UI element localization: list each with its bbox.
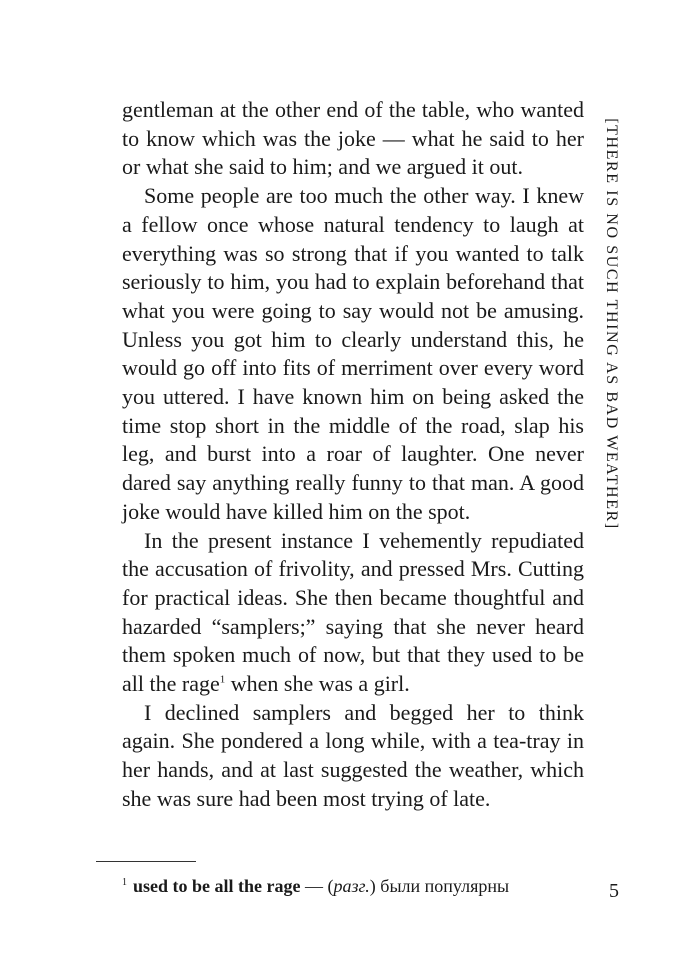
- text-line: everything was so strong that if you wanted to talk: [122, 240, 584, 266]
- running-head: [597, 98, 625, 550]
- paragraph-4: [122, 699, 584, 814]
- paragraph-1: [122, 96, 584, 182]
- text-fragment: all the rage: [122, 671, 220, 697]
- text-line: leg, and burst into a roar of laughter. One never: [122, 441, 584, 467]
- text-line: Unless you got him to clearly understand this, he: [122, 326, 584, 352]
- footnote-term: used to be all the rage: [133, 876, 301, 896]
- text-line: them spoken much of now, but that they used to be: [122, 642, 584, 668]
- text-line: I declined samplers and begged her to think: [144, 699, 584, 725]
- text-line: dared say anything really funny to that man. A good: [122, 470, 584, 496]
- footnote-divider: [96, 861, 196, 862]
- text-line: for practical ideas. She then became thoughtful and: [122, 584, 584, 610]
- text-line: time stop short in the middle of the road, slap his: [122, 412, 584, 438]
- text-line: or what she said to him; and we argued it out.: [122, 154, 524, 180]
- text-line: her hands, and at last suggested the weather, which: [122, 757, 584, 783]
- text-line: she was sure had been most trying of late.: [122, 785, 491, 811]
- text-line: again. She pondered a long while, with a tea-tray in: [122, 728, 584, 754]
- footnote: [122, 876, 592, 897]
- text-fragment: when she was a girl.: [225, 671, 410, 697]
- page-number: 5: [609, 880, 619, 902]
- text-line: hazarded “samplers;” saying that she never heard: [122, 613, 584, 639]
- body-text: [122, 96, 584, 814]
- text-line: In the present instance I vehemently repudiated: [144, 527, 584, 553]
- paragraph-2: [122, 182, 584, 526]
- text-line: would go off into fits of merriment over every word: [122, 355, 584, 381]
- text-line: the accusation of frivolity, and pressed Mrs. Cutting: [122, 556, 584, 582]
- running-head-text: [THERE IS NO SUCH THING AS BAD WEATHER]: [603, 118, 620, 530]
- text-line: seriously to him, you had to explain beforehand that: [122, 269, 584, 295]
- text-line: joke would have killed him on the spot.: [122, 498, 471, 524]
- footnote-gloss: ) были популярны: [369, 876, 510, 896]
- paragraph-3: [122, 527, 584, 699]
- text-line: Some people are too much the other way. I knew: [144, 183, 584, 209]
- text-line: you uttered. I have known him on being asked the: [122, 384, 584, 410]
- footnote-reference[interactable]: 1: [219, 673, 226, 686]
- text-line: gentleman at the other end of the table, who wanted: [122, 97, 584, 122]
- text-line: what you were going to say would not be amusing.: [122, 297, 584, 323]
- footnote-label: разг.: [333, 876, 370, 896]
- text-line: to know which was the joke — what he said to her: [122, 125, 584, 151]
- footnote-dash: — (: [300, 876, 334, 896]
- text-line: a fellow once whose natural tendency to laugh at: [122, 211, 584, 237]
- footnote-number: 1: [122, 877, 127, 888]
- text-line: [122, 670, 584, 699]
